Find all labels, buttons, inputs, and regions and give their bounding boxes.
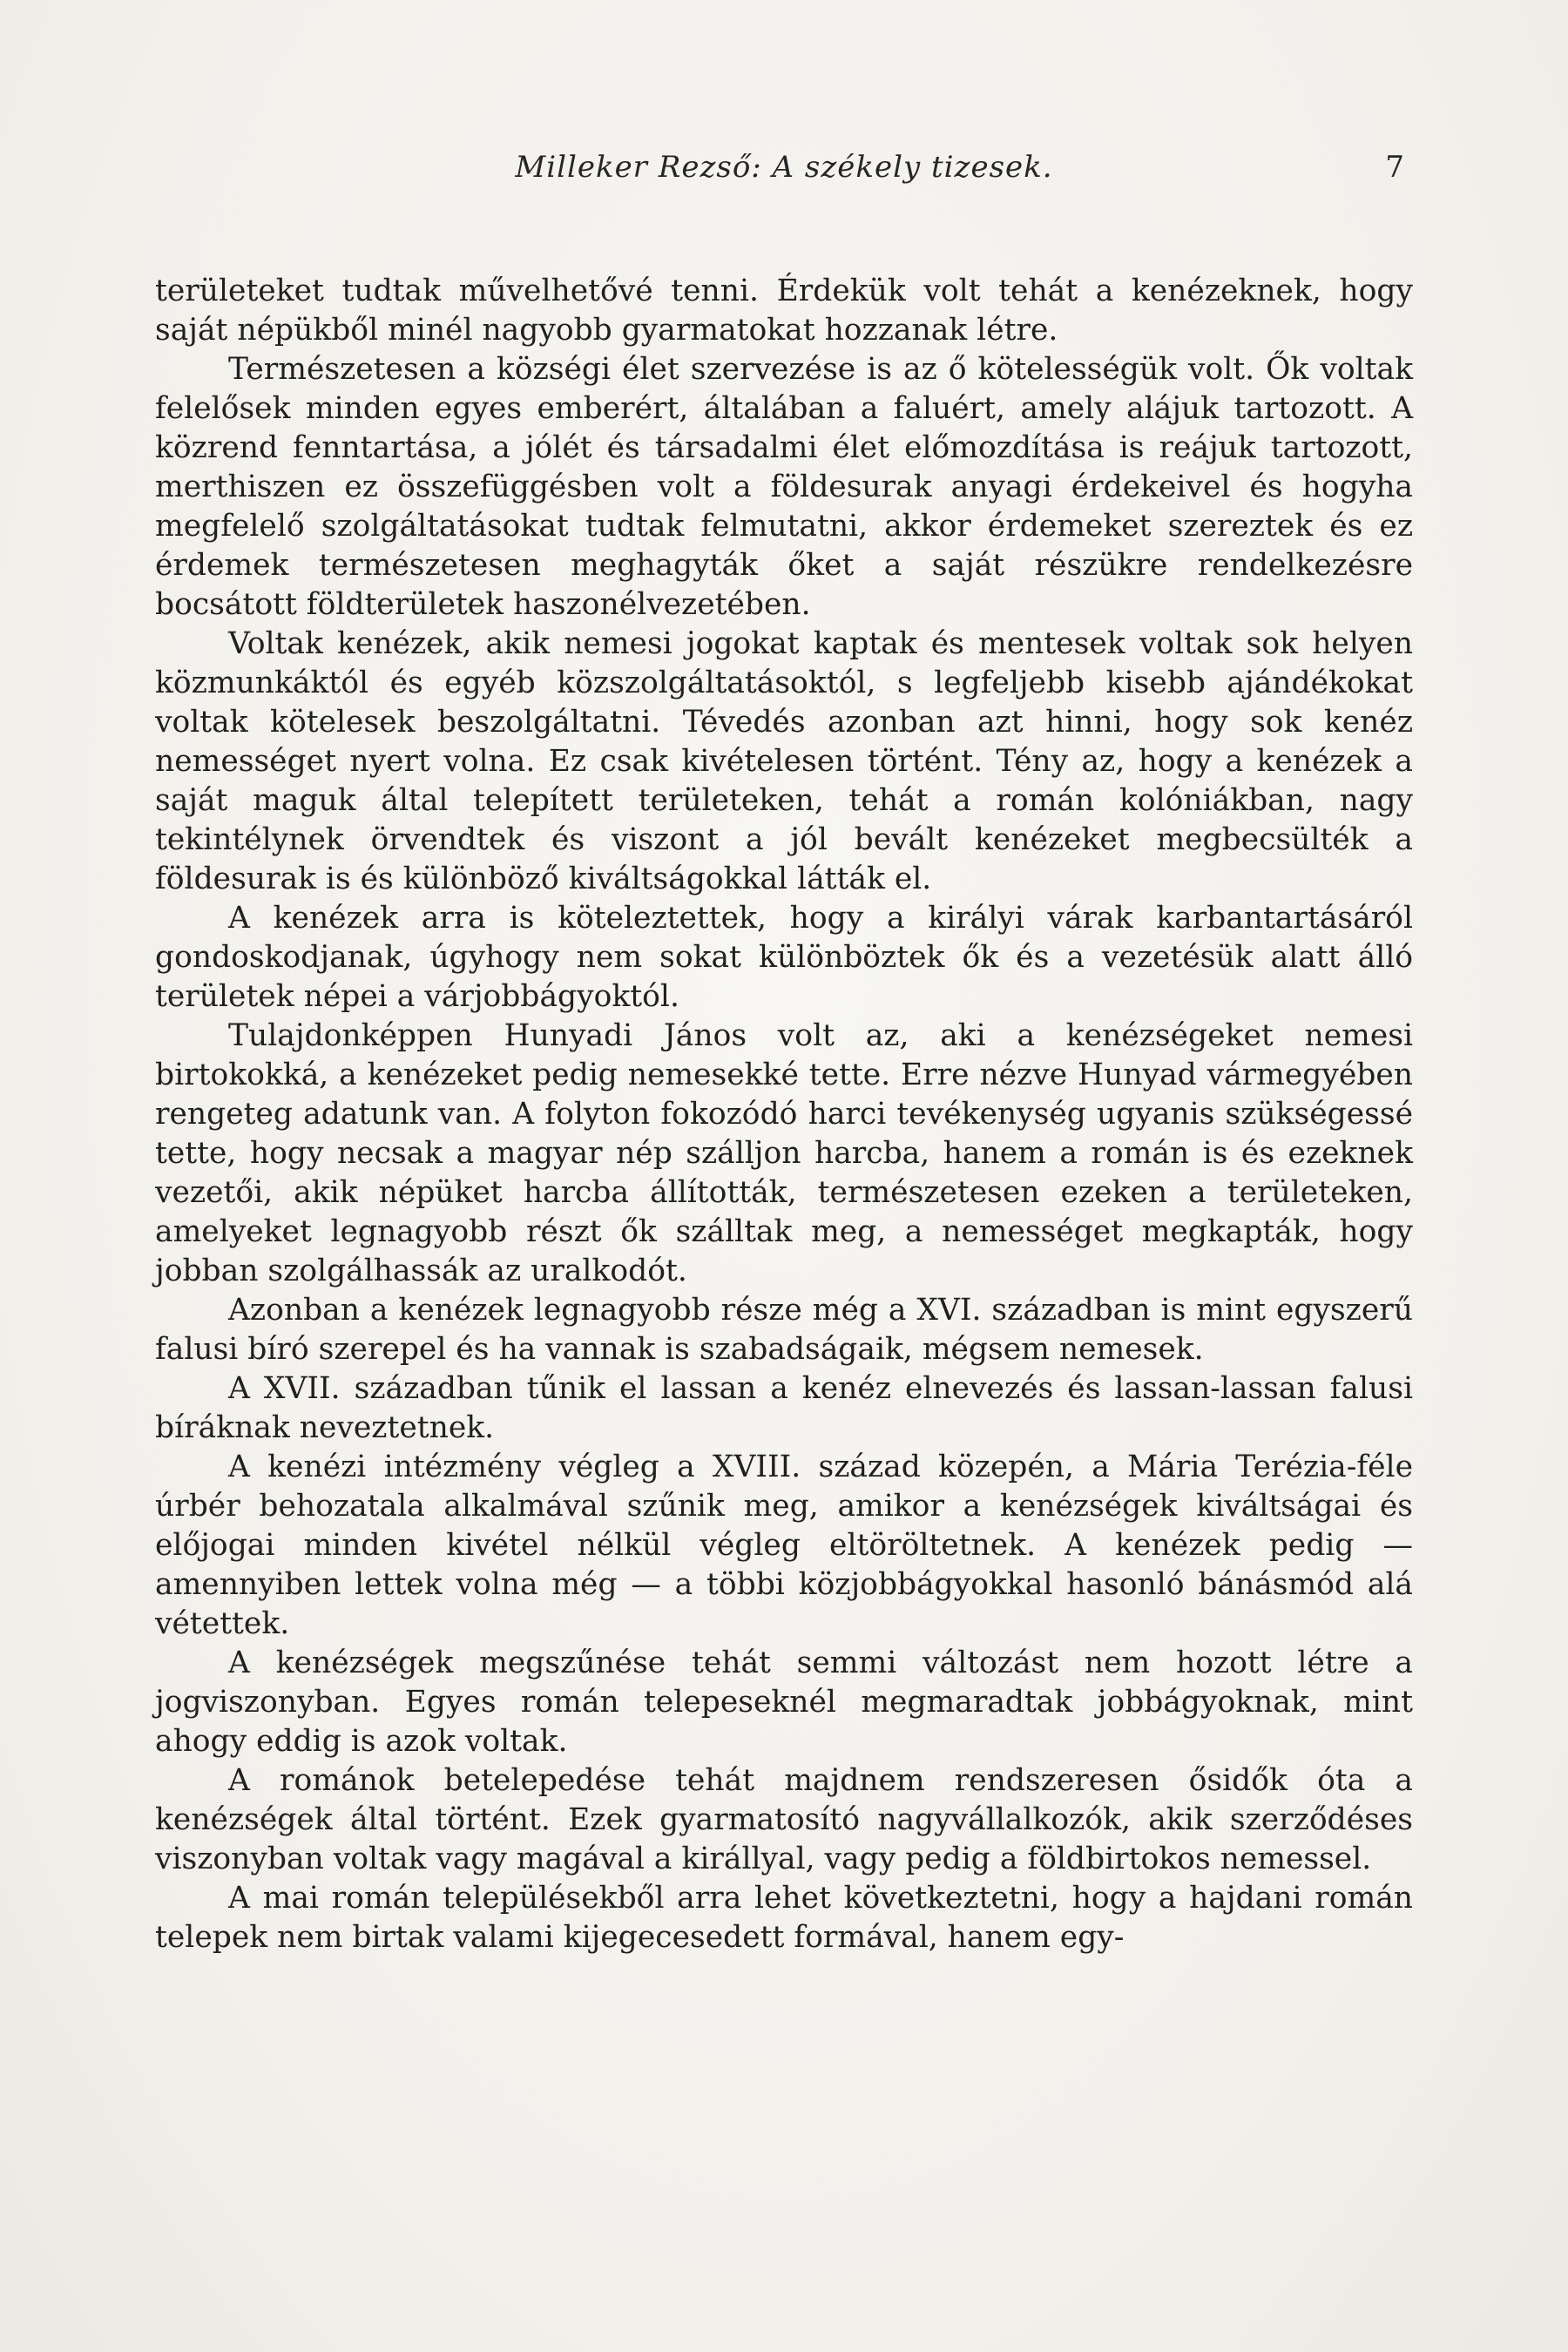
paragraph: A kenézek arra is köteleztettek, hogy a királyi várak karbantartásáról gondoskodjanak, úgyhogy nem sokat különböztek ők és a vezetésük alatt álló területek népei a várjobbágyoktól.: [155, 901, 1413, 1014]
paragraph: Azonban a kenézek legnagyobb része még a XVI. században is mint egyszerű falusi bíró szerepel és ha vannak is szabadságaik, mégsem nemesek.: [155, 1293, 1413, 1367]
body-text: [155, 272, 1413, 1957]
paragraph: Tulajdonképpen Hunyadi János volt az, aki a kenézségeket nemesi birtokokká, a kenézeket pedig nemesekké tette. Erre nézve Hunyad vármegyében rengeteg adatunk van. A folyton fokozódó harci tevékenység ugyanis szükségessé tette, hogy necsak a magyar nép szálljon harcba, hanem a román is és ezeknek vezetői, akik népüket harcba állították, természetesen ezeken a területeken, amelyeket legnagyobb részt ők szálltak meg, a nemességet megkapták, hogy jobban szolgálhassák az uralkodót.: [155, 1018, 1413, 1288]
paragraph: területeket tudtak művelhetővé tenni. Érdekük volt tehát a kenézeknek, hogy saját népükből minél nagyobb gyarmatokat hozzanak létre.: [155, 274, 1413, 348]
paragraph: Természetesen a községi élet szervezése is az ő kötelességük volt. Ők voltak felelősek minden egyes emberért, általában a faluért, amely alájuk tartozott. A közrend fenntartása, a jólét és társadalmi élet előmozdítása is reájuk tartozott, merthiszen ez összefüggésben volt a földesurak anyagi érdekeivel és hogyha megfelelő szolgáltatásokat tudtak felmutatni, akkor érdemeket szereztek és ez érdemek természetesen meghagyták őket a saját részükre rendelkezésre bocsátott földterületek haszonélvezetében.: [155, 352, 1413, 622]
paragraph: A XVII. században tűnik el lassan a kenéz elnevezés és lassan-lassan falusi bíráknak neveztetnek.: [155, 1371, 1413, 1445]
paragraph: A románok betelepedése tehát majdnem rendszeresen ősidők óta a kenézségek által történt. Ezek gyarmatosító nagyvállalkozók, akik szerződéses viszonyban voltak vagy magával a királlyal, vagy pedig a földbirtokos nemessel.: [155, 1763, 1413, 1876]
paragraph: A kenézségek megszűnése tehát semmi változást nem hozott létre a jogviszonyban. Egyes román telepeseknél megmaradtak jobbágyoknak, mint ahogy eddig is azok voltak.: [155, 1646, 1413, 1759]
paragraph: Voltak kenézek, akik nemesi jogokat kaptak és mentesek voltak sok helyen közmunkáktól és egyéb közszolgáltatásoktól, s legfeljebb kisebb ajándékokat voltak kötelesek beszolgáltatni. Tévedés azonban azt hinni, hogy sok kenéz nemességet nyert volna. Ez csak kivételesen történt. Tény az, hogy a kenézek a saját maguk által telepített területeken, tehát a román kolóniákban, nagy tekintélynek örvendtek és viszont a jól bevált kenézeket megbecsülték a földesurak is és különböző kiváltságokkal látták el.: [155, 626, 1413, 896]
paragraph: A kenézi intézmény végleg a XVIII. század közepén, a Mária Terézia-féle úrbér behozatala alkalmával szűnik meg, amikor a kenézségek kiváltságai és előjogai minden kivétel nélkül végleg eltöröltetnek. A kenézek pedig — amennyiben lettek volna még — a többi közjobbágyokkal hasonló bánásmód alá vétettek.: [155, 1450, 1413, 1641]
running-title: Milleker Rezső: A székely tizesek.: [515, 150, 1053, 185]
running-header: [155, 150, 1413, 193]
page-number: 7: [1385, 150, 1404, 185]
paragraph: A mai román településekből arra lehet következtetni, hogy a hajdani román telepek nem birtak valami kijegecesedett formával, hanem egy-: [155, 1881, 1413, 1955]
